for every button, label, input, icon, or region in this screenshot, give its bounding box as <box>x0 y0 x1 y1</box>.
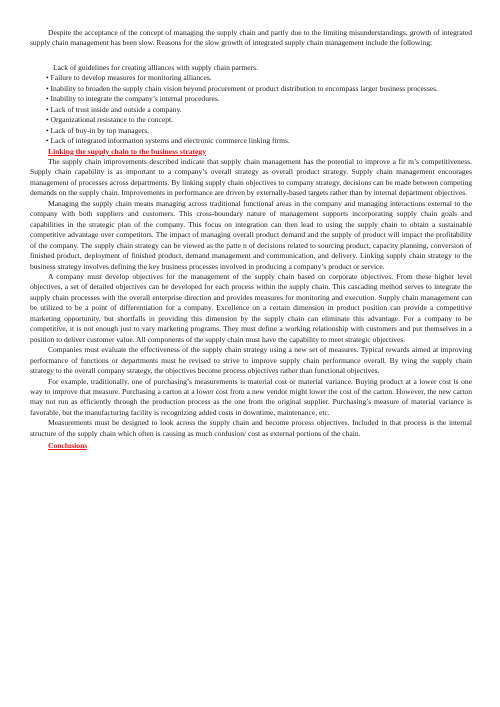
list-item: • Organizational resistance to the concept. <box>46 115 173 125</box>
body-paragraph: Measurements must be designed to look across the supply chain and become process objectives. Included in that process is the internal structure of the supply chain which often is causing as much confusion/ cost as external portions of the chain. <box>30 418 472 438</box>
list-item: • Lack of trust inside and outside a company. <box>46 104 182 114</box>
list-item: • Lack of integrated information systems and electronic commerce linking firms. <box>46 136 290 146</box>
spacer <box>30 49 472 63</box>
document-page <box>30 28 472 452</box>
section-heading-conclusions: Conclusions <box>48 441 88 451</box>
body-paragraph: For example, traditionally, one of purchasing’s measurements is material cost or material variance. Buying product at a lower cost is one way to improve that measure. Purchasing a carton at a lower cost from a new vendor might lower the cost of the carton. However, the new carton may not run as efficiently through the production process as the one from the original supplier. Purchasing’s measure of material variance is favorable, but the manufacturing facility is recognizing added costs in downtime, maintenance, etc. <box>30 376 472 417</box>
section-heading-linking: Linking the supply chain to the business strategy <box>48 146 207 156</box>
reasons-list <box>30 63 472 147</box>
list-item: • Inability to integrate the company’s internal procedures. <box>46 94 220 104</box>
body-paragraph: The supply chain improvements described indicate that supply chain management has the potential to improve a fir m’s competitiveness. Supply chain capability is as important to a company’s overall strategy as overall product strategy. Supply chain management encourages management of processes across departments. By linking supply chain objectives to company strategy, decisions can be made between competing demands on the supply chain. Improvements in performance are driven by externally-based targets rather than by internal department objectives. <box>30 156 472 198</box>
body-paragraph: A company must develop objectives for the management of the supply chain based on corporate objectives. From these higher level objectives, a set of detailed objectives can be developed for each process within the supply chain. This cascading method serves to integrate the supply chain processes with the overall enterprise direction and provides measures for monitoring and execution. Supply chain management can be utilized to be a point of differentiation for a company. Excellence on a certain dimension in product position can provide a competitive marketing opportunity, but shortfalls in providing this dimension by the supply chain can eliminate this advantage. For a company to be competitive, it is not enough just to vary marketing programs. They must define a working relationship with customers and put themselves in a position to deliver customer value. All components of the supply chain must have the capability to meet strategic objectives. <box>30 271 472 344</box>
intro-paragraph: Despite the acceptance of the concept of managing the supply chain and partly due to the limiting misunderstandings, growth of integrated supply chain management has been slow. Reasons for the slow growth of integrated supply chain management include the following: <box>30 28 472 48</box>
body-paragraph: Companies must evaluate the effectiveness of the supply chain strategy using a new set of measures. Typical rewards aimed at improving performance of functions or departments must be revised to strive to improve supply chain performance overall. By tying the supply chain strategy to the overall company strategy, the objectives become process objectives rather than functional objectives. <box>30 345 472 376</box>
body-paragraph: Managing the supply chain means managing across traditional functional areas in the company and managing interactions external to the company with both suppliers and customers. This cross-boundary nature of management supports incorporating supply chain goals and capabilities in the strategic plan of the company. This focus on integration can then lead to using the supply chain to obtain a sustainable competitive advantage over competitors. The impact of managing overall product demand and the supply of product will impact the profitability of the company. The supply chain strategy can be viewed as the patte n of decisions related to sourcing product, capacity planning, conversion of finished product, deployment of finished product, demand management and communication, and delivery. Linking supply chain strategy to the business strategy involves defining the key business processes involved in producing a company’s product or service. <box>30 198 472 271</box>
list-item: • Lack of buy-in by top managers. <box>46 125 150 135</box>
list-item: • Inability to broaden the supply chain vision beyond procurement or product distribution to encompass larger business processes. <box>46 83 438 93</box>
list-item: Lack of guidelines for creating alliances with supply chain partners. <box>53 62 258 72</box>
list-item: • Failure to develop measures for monitoring alliances. <box>46 73 212 83</box>
